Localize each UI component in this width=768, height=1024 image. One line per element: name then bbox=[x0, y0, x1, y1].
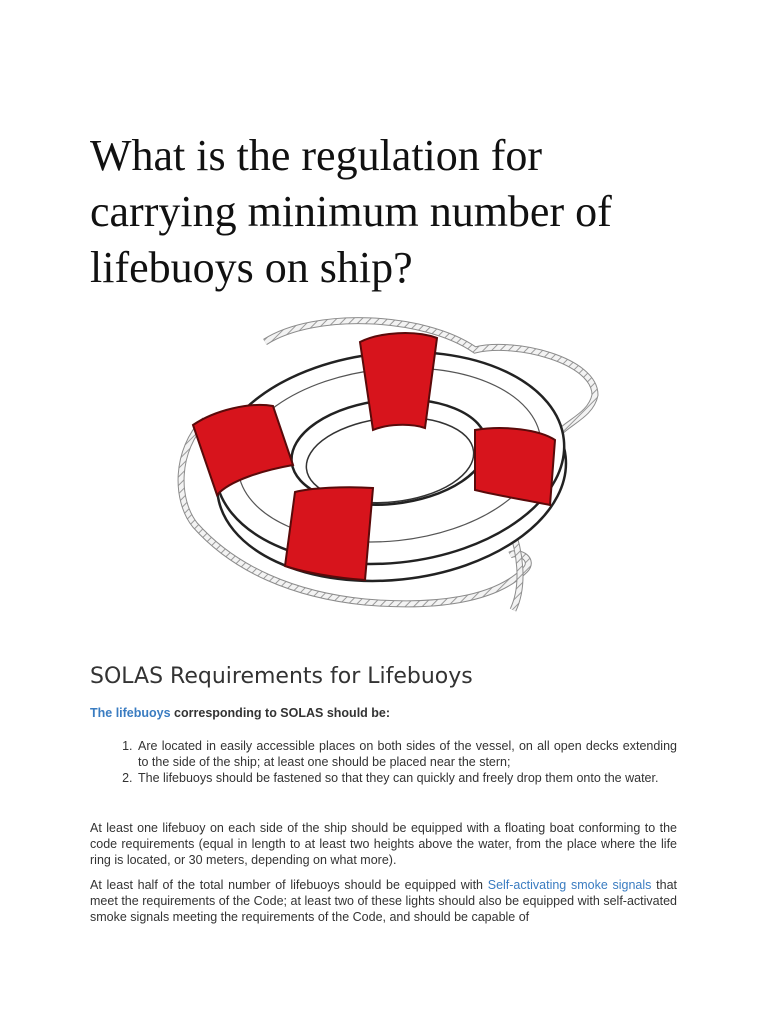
paragraph-text: that meet the requirements of the Code; at least two of these lights should also be equipped with self-activated smoke signals meeting the requirements of the Code, and should be capable of bbox=[90, 878, 677, 924]
paragraph-text: At least half of the total number of lifebuoys should be equipped with bbox=[90, 878, 488, 892]
paragraph-rescue-line: At least one lifebuoy on each side of the ship should be equipped with a floating boat conforming to the code requirements (equal in length to at least two heights above the water, from the place where the life ring is located, or 30 meters, depending on what more). bbox=[90, 821, 677, 867]
lifebuoys-link[interactable]: The lifebuoys bbox=[90, 706, 171, 720]
page-title: What is the regulation for carrying minimum number of lifebuoys on ship? bbox=[90, 131, 612, 292]
lifebuoy-illustration bbox=[175, 310, 605, 620]
intro-line bbox=[90, 706, 390, 720]
requirements-list bbox=[90, 738, 677, 786]
intro-text: corresponding to SOLAS should be: bbox=[170, 706, 391, 720]
list-item: 2. The lifebuoys should be fastened so that they can quickly and freely drop them onto the water. bbox=[136, 770, 677, 786]
section-heading: SOLAS Requirements for Lifebuoys bbox=[90, 664, 473, 689]
list-item: 1. Are located in easily accessible places on both sides of the vessel, on all open decks extending to the side of the ship; at least one should be placed near the stern; bbox=[136, 738, 677, 770]
smoke-signals-link[interactable]: Self-activating smoke signals bbox=[487, 878, 652, 892]
paragraph-smoke-signals bbox=[90, 877, 677, 925]
